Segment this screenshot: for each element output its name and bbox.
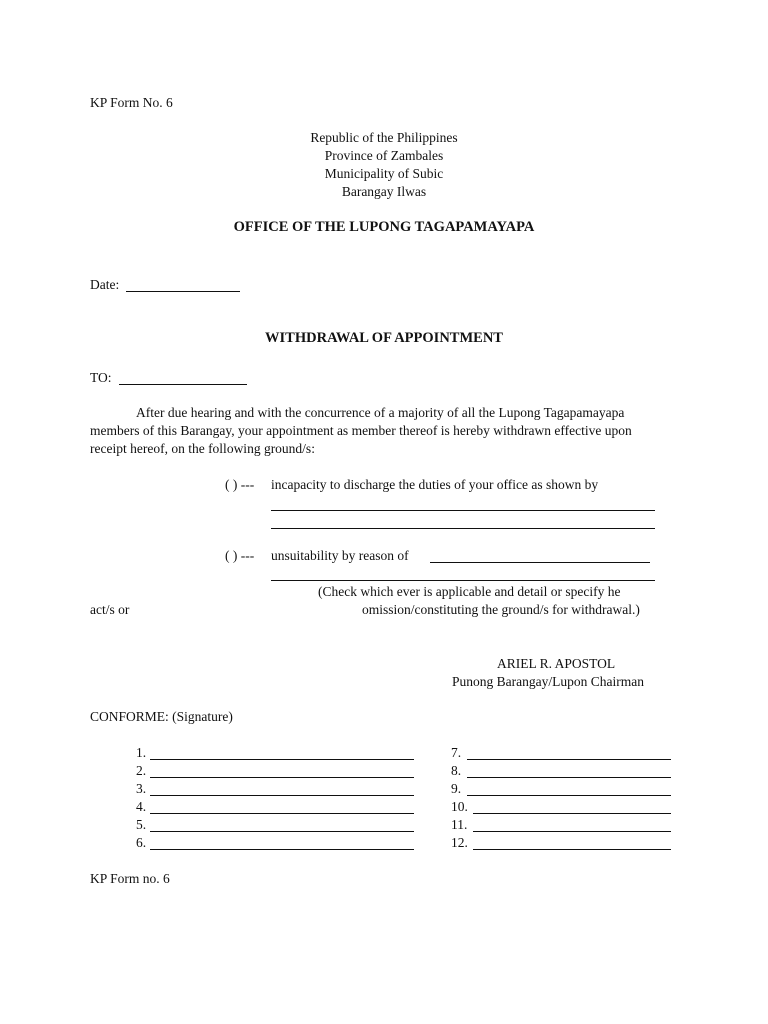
ground2-detail-line[interactable] — [271, 580, 655, 581]
signature-line[interactable] — [473, 849, 671, 850]
signature-number: 5. — [136, 817, 147, 832]
signatory-name: ARIEL R. APOSTOL — [497, 656, 616, 671]
to-field[interactable] — [119, 384, 247, 385]
signature-number: 9. — [451, 781, 462, 796]
ground2-inline-line[interactable] — [430, 562, 650, 563]
to-label: TO: — [90, 370, 112, 385]
letterhead-barangay: Barangay Ilwas — [341, 184, 427, 199]
signature-number: 11. — [451, 817, 468, 832]
letterhead-country: Republic of the Philippines — [310, 130, 458, 145]
office-title: OFFICE OF THE LUPONG TAGAPAMAYAPA — [233, 219, 535, 235]
date-label: Date: — [90, 277, 120, 292]
signature-number: 7. — [451, 745, 462, 760]
signature-line[interactable] — [150, 813, 414, 814]
signature-number: 3. — [136, 781, 147, 796]
signature-number: 1. — [136, 745, 147, 760]
signature-number: 10. — [451, 799, 468, 814]
ground2-checkbox[interactable]: ( ) --- — [225, 548, 255, 563]
signature-line[interactable] — [467, 777, 671, 778]
signature-number: 6. — [136, 835, 147, 850]
ground1-detail-line-2[interactable] — [271, 528, 655, 529]
signature-line[interactable] — [150, 831, 414, 832]
signature-line[interactable] — [467, 759, 671, 760]
signature-line[interactable] — [150, 777, 414, 778]
signature-number: 8. — [451, 763, 462, 778]
signature-line[interactable] — [473, 813, 671, 814]
signature-number: 4. — [136, 799, 147, 814]
signatory-title: Punong Barangay/Lupon Chairman — [452, 674, 644, 689]
signature-line[interactable] — [467, 795, 671, 796]
letterhead — [234, 129, 534, 201]
signature-number: 2. — [136, 763, 147, 778]
ground2-text: unsuitability by reason of — [271, 548, 409, 563]
signature-line[interactable] — [150, 795, 414, 796]
note-act: act/s or — [90, 602, 130, 617]
body-paragraph: After due hearing and with the concurrence of a majority of all the Lupong Tagapamayapa members of this Barangay, your appointment as member thereof is hereby withdrawn effective upon receipt hereof, on the following ground/s: — [90, 405, 632, 456]
signature-line[interactable] — [150, 849, 414, 850]
signature-number: 12. — [451, 835, 468, 850]
letterhead-province: Province of Zambales — [324, 148, 444, 163]
document-title: WITHDRAWAL OF APPOINTMENT — [265, 330, 503, 346]
form-number-top: KP Form No. 6 — [90, 95, 173, 110]
ground1-detail-line-1[interactable] — [271, 510, 655, 511]
date-field[interactable] — [126, 291, 240, 292]
note-line-2: omission/constituting the ground/s for withdrawal.) — [362, 602, 640, 617]
form-number-bottom: KP Form no. 6 — [90, 871, 170, 886]
ground1-text: incapacity to discharge the duties of your office as shown by — [271, 477, 599, 492]
ground1-checkbox[interactable]: ( ) --- — [225, 477, 255, 492]
signature-line[interactable] — [473, 831, 671, 832]
note-line-1: (Check which ever is applicable and detail or specify he — [318, 584, 621, 599]
letterhead-municipality: Municipality of Subic — [324, 166, 444, 181]
conforme-label: CONFORME: (Signature) — [90, 709, 233, 724]
signature-line[interactable] — [150, 759, 414, 760]
